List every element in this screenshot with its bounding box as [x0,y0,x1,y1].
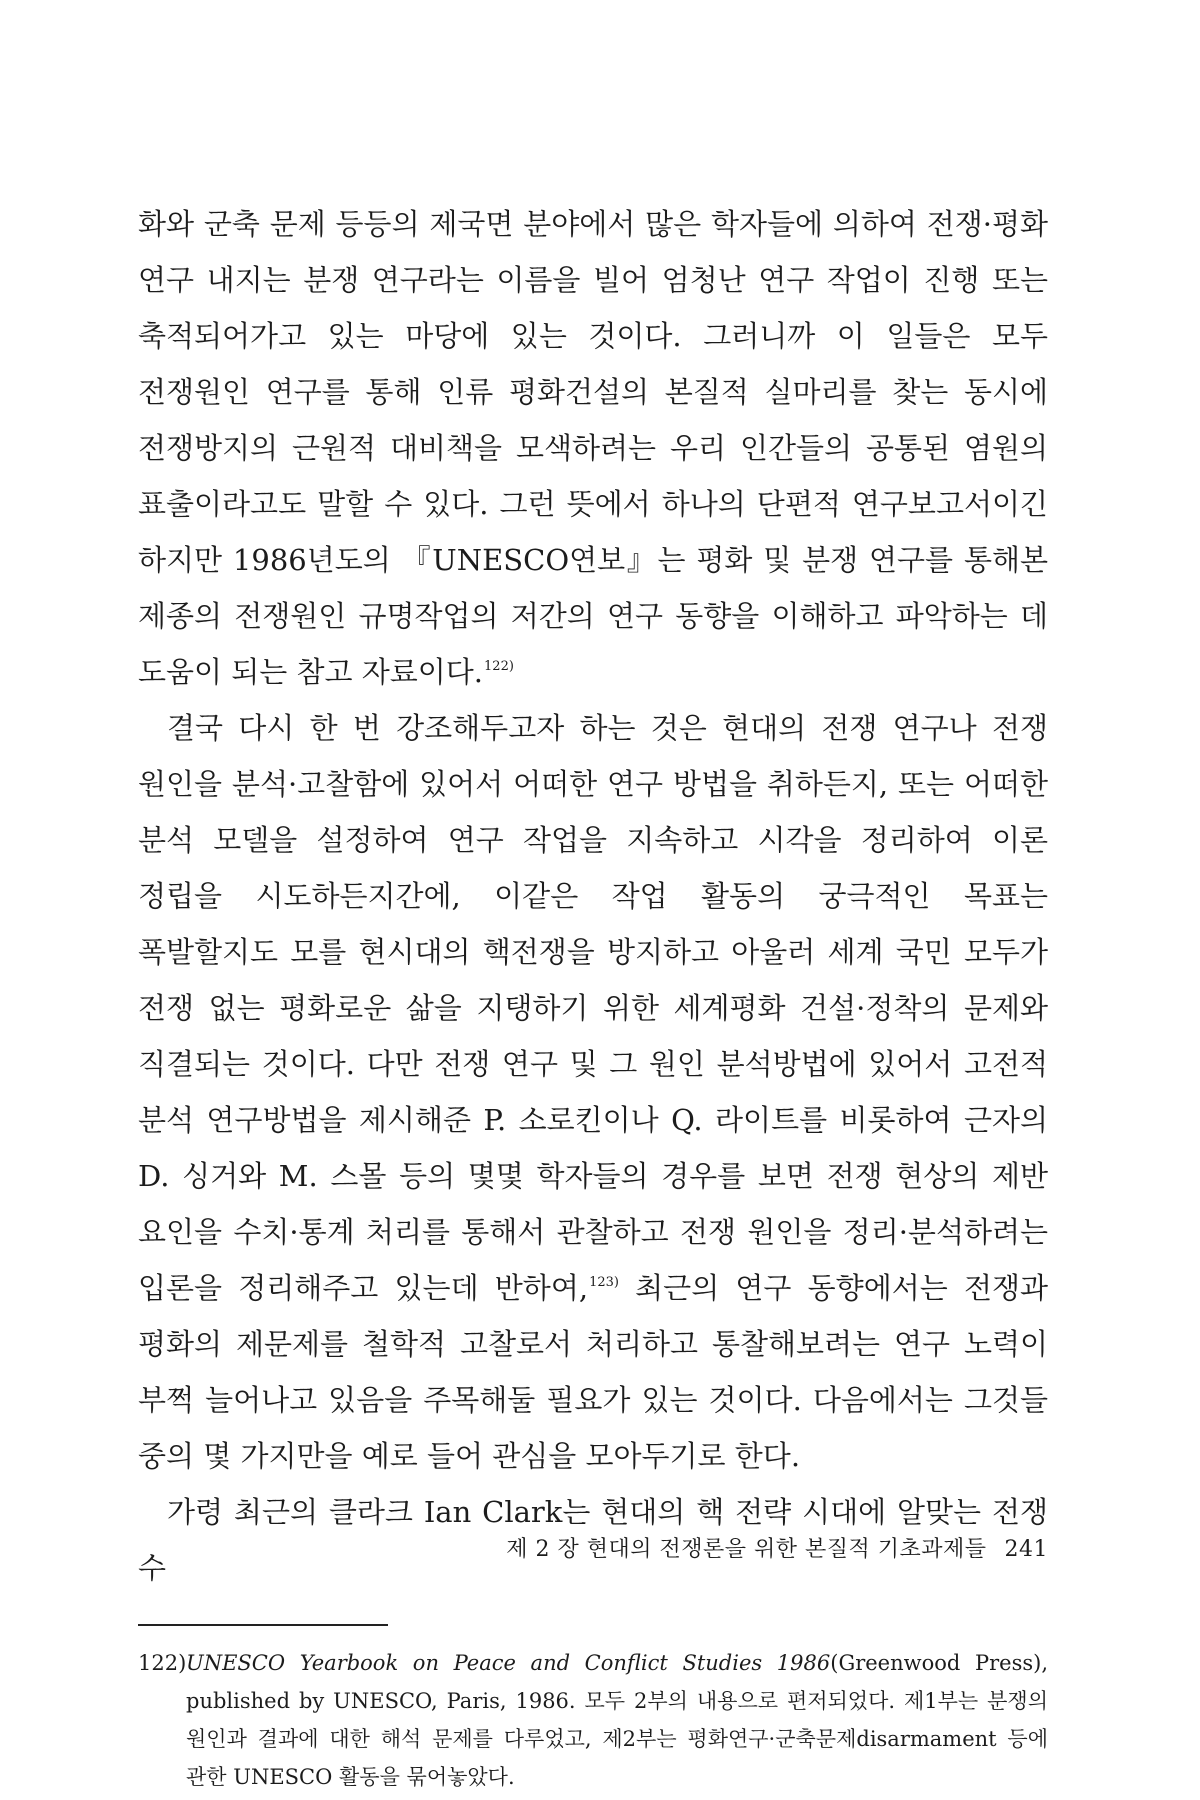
paragraph-2-text-b: 최근의 연구 동향에서는 전쟁과 평화의 제문제를 철학적 고찰로서 처리하고 통찰해보려는 연구 노력이 부쩍 늘어나고 있음을 주목해둘 필요가 있는 것이다. 다음에서는 그것들 중의 몇 가지만을 예로 들어 관심을 모아두기로 한다. [138,1271,1048,1473]
paragraph-1-text: 화와 군축 문제 등등의 제국면 분야에서 많은 학자들에 의하여 전쟁·평화 연구 내지는 분쟁 연구라는 이름을 빌어 엄청난 연구 작업이 진행 또는 축적되어가고 있는 마당에 있는 것이다. 그러니까 이 일들은 모두 전쟁원인 연구를 통해 인류 평화건설의 본질적 실마리를 찾는 동시에 전쟁방지의 근원적 대비책을 모색하려는 우리 인간들의 공통된 염원의 표출이라고도 말할 수 있다. 그런 뜻에서 하나의 단편적 연구보고서이긴 하지만 1986년도의 『UNESCO연보』는 평화 및 분쟁 연구를 통해본 제종의 전쟁원인 규명작업의 저간의 연구 동향을 이해하고 파악하는 데 도움이 되는 참고 자료이다. [138,207,1048,689]
footnote-body [186,1644,1048,1796]
paragraph-2-text-a: 결국 다시 한 번 강조해두고자 하는 것은 현대의 전쟁 연구나 전쟁 원인을 분석·고찰함에 있어서 어떠한 연구 방법을 취하든지, 또는 어떠한 분석 모델을 설정하여 연구 작업을 지속하고 시각을 정리하여 이론 정립을 시도하든지간에, 이같은 작업 활동의 궁극적인 목표는 폭발할지도 모를 현시대의 핵전쟁을 방지하고 아울러 세계 국민 모두가 전쟁 없는 평화로운 삶을 지탱하기 위한 세계평화 건설·정착의 문제와 직결되는 것이다. 다만 전쟁 연구 및 그 원인 분석방법에 있어서 고전적 분석 연구방법을 제시해준 P. 소로킨이나 Q. 라이트를 비롯하여 근자의 D. 싱거와 M. 스몰 등의 몇몇 학자들의 경우를 보면 전쟁 현상의 제반 요인을 수치·통계 처리를 통해서 관찰하고 전쟁 원인을 정리·분석하려는 입론을 정리해주고 있는데 반하여, [138,711,1048,1305]
paragraph-1 [138,196,1048,700]
chapter-title: 제 2 장 현대의 전쟁론을 위한 본질적 기초과제들 [506,1537,987,1562]
running-footer [506,1532,1048,1563]
footnote-number: 122) [138,1651,187,1675]
footnote-divider [138,1624,388,1626]
paragraph-3-text: 가령 최근의 클라크 Ian Clark는 현대의 핵 전략 시대에 알맞는 전쟁 수 [138,1495,1048,1585]
footnote-ref-123: 123) [589,1275,619,1291]
paragraph-2 [138,700,1048,1484]
footnote-ref-122: 122) [484,659,514,675]
footnote-title: UNESCO Yearbook on Peace and Conflict Studies 1986 [186,1651,831,1675]
footnote-122 [138,1644,1048,1796]
footnote-text: (Greenwood Press), published by UNESCO, Paris, 1986. 모두 2부의 내용으로 편저되었다. 제1부는 분쟁의 원인과 결과에 대한 해석 문제를 다루었고, 제2부는 평화연구·군축문제disarmament 등에 관한 UNESCO 활동을 묶어놓았다. [186,1651,1048,1789]
page-number: 241 [1004,1537,1048,1562]
